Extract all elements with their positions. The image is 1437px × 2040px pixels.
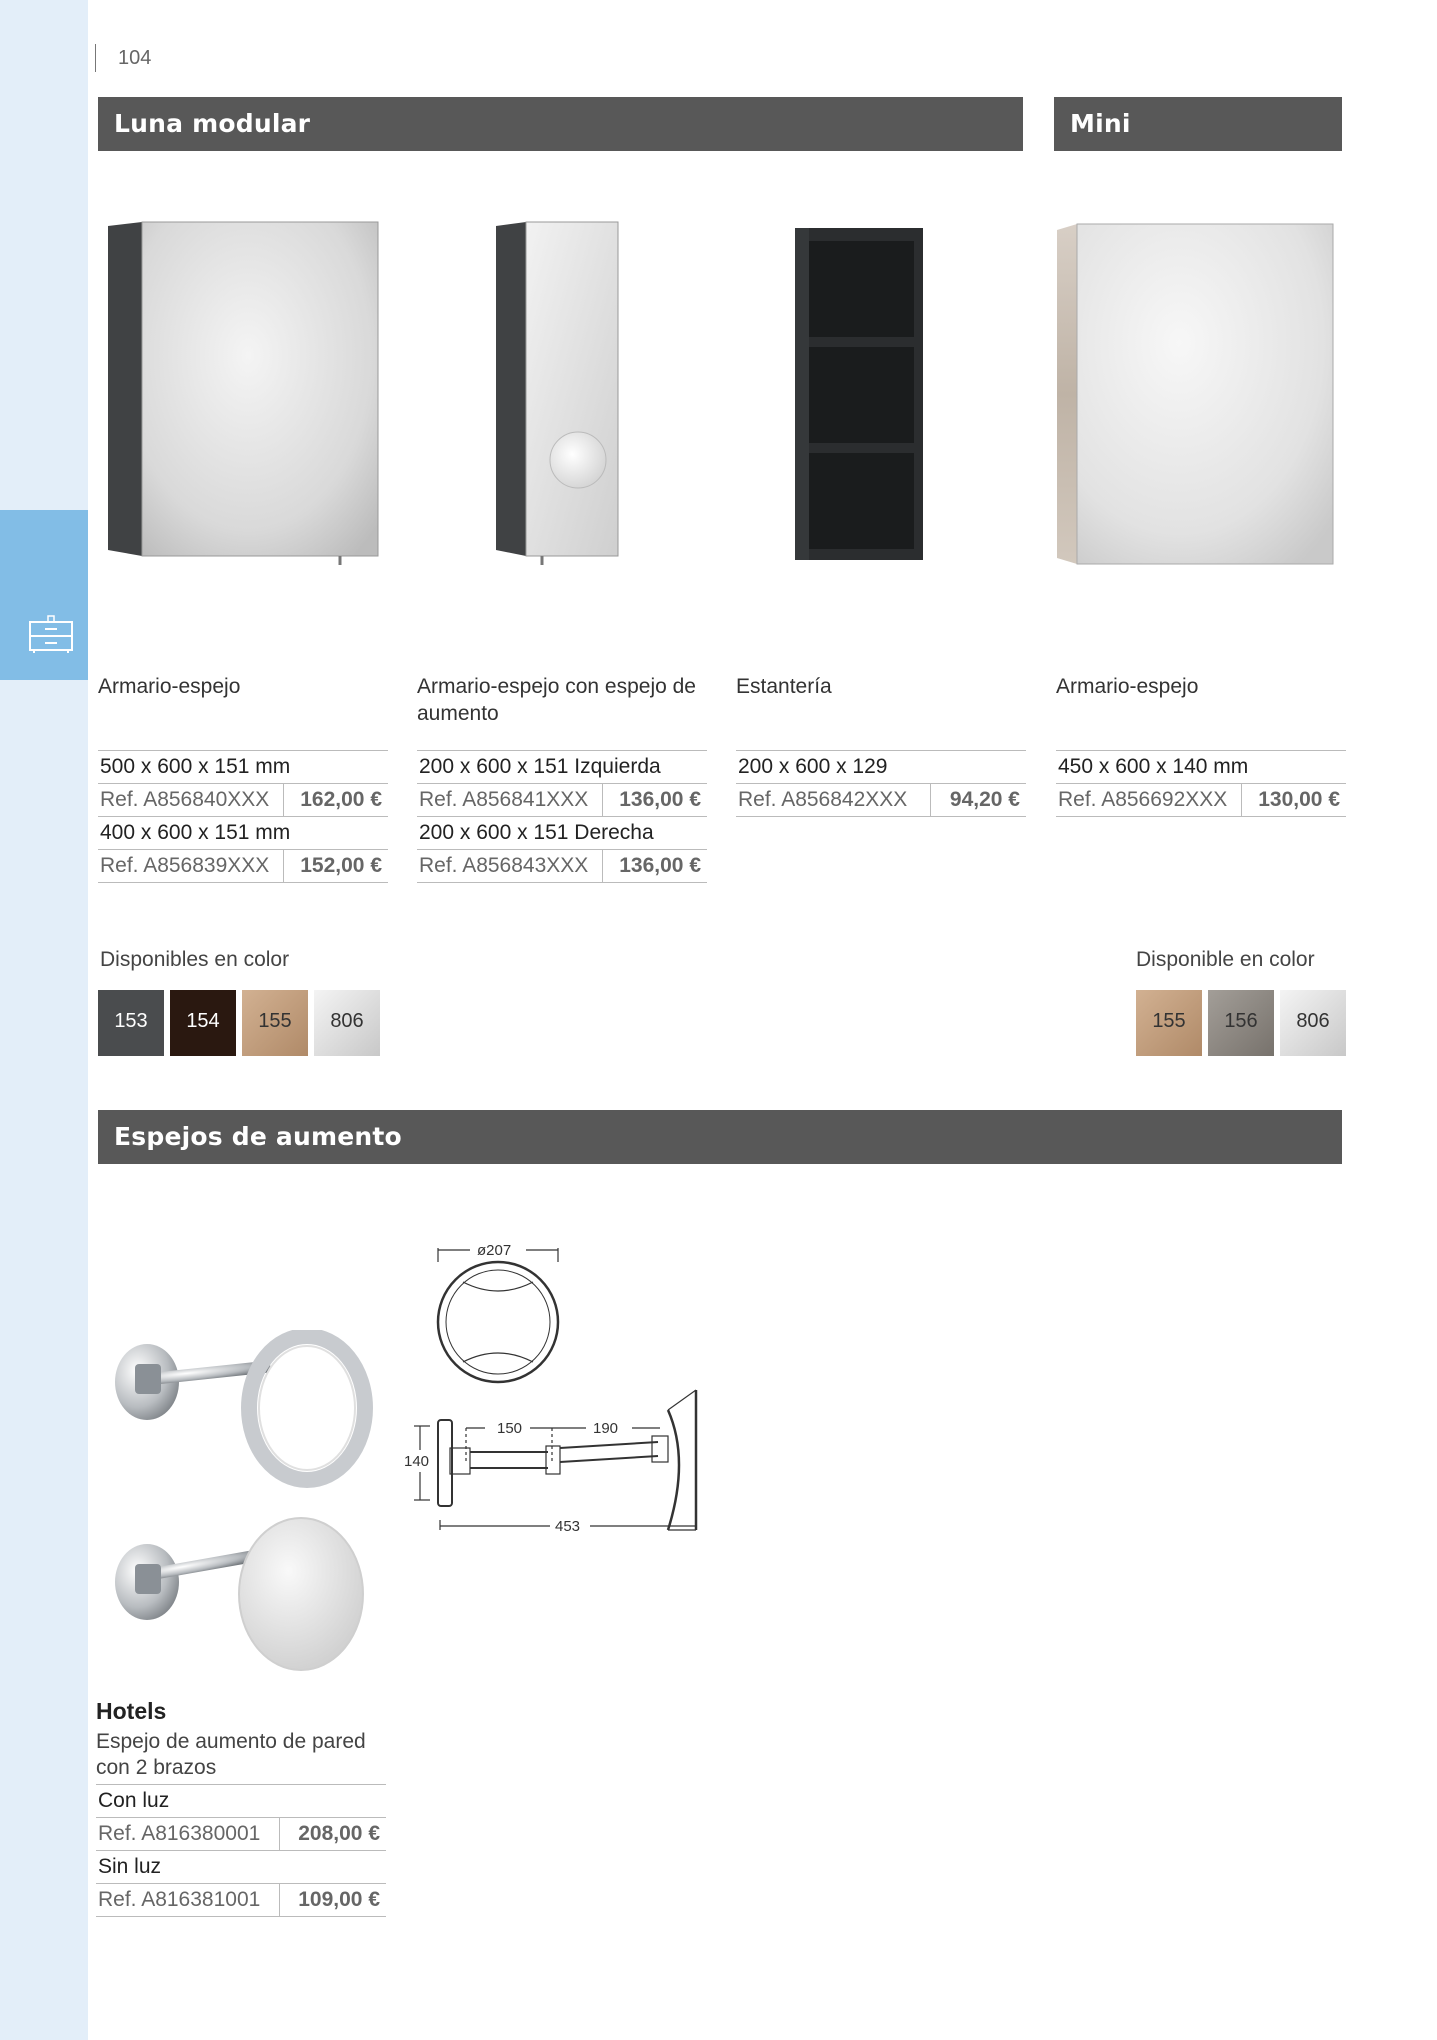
ref: Ref. A856840XXX <box>98 784 284 817</box>
price: 94,20 € <box>930 784 1026 817</box>
mini-mirror-cabinet-image <box>1055 222 1340 567</box>
spec-table-armario-espejo <box>98 750 388 883</box>
color-swatch-153[interactable]: 153 <box>98 990 164 1056</box>
shelf-unit-image <box>790 225 930 565</box>
price: 152,00 € <box>284 850 388 883</box>
product-name-estanteria: Estantería <box>736 675 832 698</box>
variant-con-luz: Con luz <box>96 1785 386 1818</box>
size: 200 x 600 x 151 Derecha <box>417 817 707 850</box>
product-name-armario-espejo: Armario-espejo <box>98 675 241 698</box>
ref: Ref. A856843XXX <box>417 850 603 883</box>
page-number: 104 <box>118 47 152 69</box>
size: 450 x 600 x 140 mm <box>1056 751 1346 784</box>
color-swatch-156[interactable]: 156 <box>1208 990 1274 1056</box>
size: 400 x 600 x 151 mm <box>98 817 388 850</box>
ref: Ref. A856692XXX <box>1056 784 1242 817</box>
price: 208,00 € <box>279 1818 386 1851</box>
dim-150-label: 150 <box>497 1420 523 1437</box>
sidebar-strip <box>0 0 88 2040</box>
sidebar-tab-bathroom-furniture[interactable] <box>0 510 88 680</box>
price: 130,00 € <box>1242 784 1346 817</box>
product-name-mini-armario-espejo: Armario-espejo <box>1056 675 1199 698</box>
product-name-armario-espejo-aumento: Armario-espejo con espejo de aumento <box>417 675 696 725</box>
hotels-description: Espejo de aumento de pared con 2 brazos <box>96 1730 366 1779</box>
colors-label-luna: Disponibles en color <box>100 948 290 971</box>
mirror-cabinet-magnifier-image <box>490 220 630 565</box>
price: 136,00 € <box>603 784 707 817</box>
technical-drawing <box>400 1230 710 1550</box>
spec-table-estanteria <box>736 750 1026 817</box>
size: 200 x 600 x 151 Izquierda <box>417 751 707 784</box>
cabinet-icon <box>28 614 74 654</box>
mirror-cabinet-500-image <box>100 220 390 565</box>
price: 136,00 € <box>603 850 707 883</box>
size: 200 x 600 x 129 <box>736 751 1026 784</box>
dim-140-label: 140 <box>404 1453 430 1470</box>
price: 109,00 € <box>279 1884 386 1917</box>
color-swatch-806[interactable]: 806 <box>1280 990 1346 1056</box>
section-title-luna-modular: Luna modular <box>98 97 1023 151</box>
spec-table-armario-espejo-aumento <box>417 750 707 883</box>
spec-table-hotels <box>96 1784 386 1917</box>
color-swatch-154[interactable]: 154 <box>170 990 236 1056</box>
dim-190-label: 190 <box>593 1420 619 1437</box>
section-title-mini: Mini <box>1054 97 1342 151</box>
ref: Ref. A856841XXX <box>417 784 603 817</box>
hotels-magnifying-mirror-image <box>105 1330 375 1680</box>
page-number-rule <box>95 44 96 72</box>
ref: Ref. A816380001 <box>96 1818 279 1851</box>
size: 500 x 600 x 151 mm <box>98 751 388 784</box>
color-swatch-155[interactable]: 155 <box>242 990 308 1056</box>
hotels-title: Hotels <box>96 1698 167 1724</box>
colors-label-mini: Disponible en color <box>1136 948 1315 971</box>
dim-diameter-label: ø207 <box>477 1242 512 1259</box>
variant-sin-luz: Sin luz <box>96 1851 386 1884</box>
ref: Ref. A856842XXX <box>736 784 930 817</box>
color-swatch-155[interactable]: 155 <box>1136 990 1202 1056</box>
dim-453-label: 453 <box>555 1518 581 1535</box>
ref: Ref. A816381001 <box>96 1884 279 1917</box>
ref: Ref. A856839XXX <box>98 850 284 883</box>
section-title-espejos-de-aumento: Espejos de aumento <box>98 1110 1342 1164</box>
color-swatch-806[interactable]: 806 <box>314 990 380 1056</box>
spec-table-mini <box>1056 750 1346 817</box>
price: 162,00 € <box>284 784 388 817</box>
